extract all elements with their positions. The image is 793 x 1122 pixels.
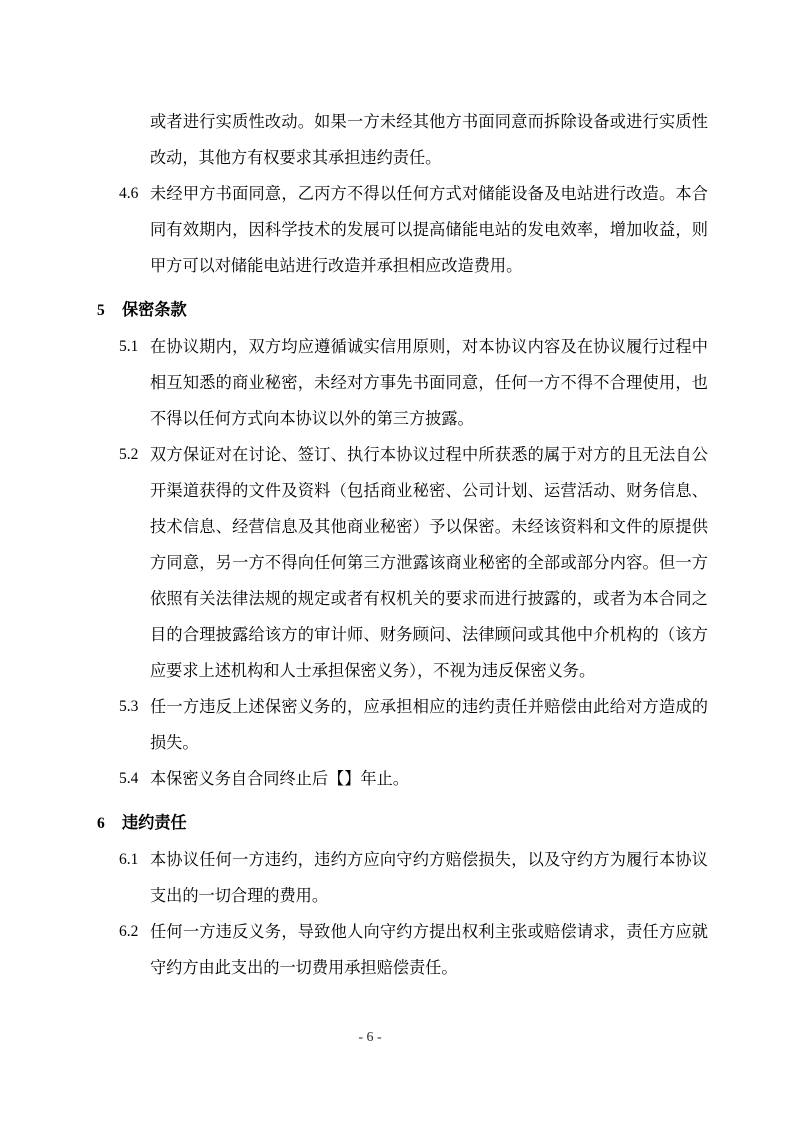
clause-text: 本保密义务自合同终止后【】年止。 [150, 770, 409, 788]
section-heading-6 [97, 805, 708, 842]
section-title: 保密条款 [122, 301, 187, 319]
page-number: - 6 - [358, 1030, 382, 1045]
clause-text: 任何一方违反义务，导致他人向守约方提出权利主张或赔偿请求，责任方应就守约方由此支出的一切费用承担赔偿责任。 [150, 923, 708, 977]
clause-number: 5.1 [119, 338, 139, 355]
section-title: 违约责任 [122, 814, 187, 832]
paragraph-continuation [150, 104, 708, 176]
clause-text: 任一方违反上述保密义务的，应承担相应的违约责任并赔偿由此给对方造成的损失。 [150, 698, 708, 752]
document-content [97, 104, 708, 986]
clause-5.1 [119, 329, 708, 437]
clause-text: 在协议期内，双方均应遵循诚实信用原则，对本协议内容及在协议履行过程中相互知悉的商业秘密，未经对方事先书面同意，任何一方不得不合理使用，也不得以任何方式向本协议以外的第三方披露。 [150, 338, 708, 428]
clause-number: 5.4 [119, 770, 139, 787]
clause-4.6 [119, 176, 708, 284]
clause-text: 未经甲方书面同意，乙丙方不得以任何方式对储能设备及电站进行改造。本合同有效期内，因科学技术的发展可以提高储能电站的发电效率，增加收益，则甲方可以对储能电站进行改造并承担相应改造费用。 [150, 185, 708, 275]
clause-6.2 [119, 914, 708, 986]
clause-number: 5.2 [119, 446, 139, 463]
clause-text: 本协议任何一方违约，违约方应向守约方赔偿损失，以及守约方为履行本协议支出的一切合理的费用。 [150, 851, 708, 905]
page-footer [0, 1027, 740, 1049]
section-number: 6 [97, 815, 105, 832]
clause-text: 双方保证对在讨论、签订、执行本协议过程中所获悉的属于对方的且无法自公开渠道获得的文件及资料（包括商业秘密、公司计划、运营活动、财务信息、技术信息、经营信息及其他商业秘密）予以保密。未经该资料和文件的原提供方同意，另一方不得向任何第三方泄露该商业秘密的全部或部分内容。但一方依照有关法律法规的规定或者有权机关的要求而进行披露的，或者为本合同之目的合理披露给该方的审计师、财务顾问、法律顾问或其他中介机构的（该方应要求上述机构和人士承担保密义务），不视为违反保密义务。 [150, 446, 708, 680]
clause-number: 6.2 [119, 923, 139, 940]
clause-number: 6.1 [119, 851, 139, 868]
section-number: 5 [97, 302, 105, 319]
clause-5.2 [119, 437, 708, 689]
clause-5.3 [119, 689, 708, 761]
clause-6.1 [119, 842, 708, 914]
clause-5.4 [119, 761, 708, 797]
clause-text: 或者进行实质性改动。如果一方未经其他方书面同意而拆除设备或进行实质性改动，其他方有权要求其承担违约责任。 [150, 113, 708, 167]
clause-number: 5.3 [119, 698, 139, 715]
section-heading-5 [97, 292, 708, 329]
clause-number: 4.6 [119, 185, 139, 202]
